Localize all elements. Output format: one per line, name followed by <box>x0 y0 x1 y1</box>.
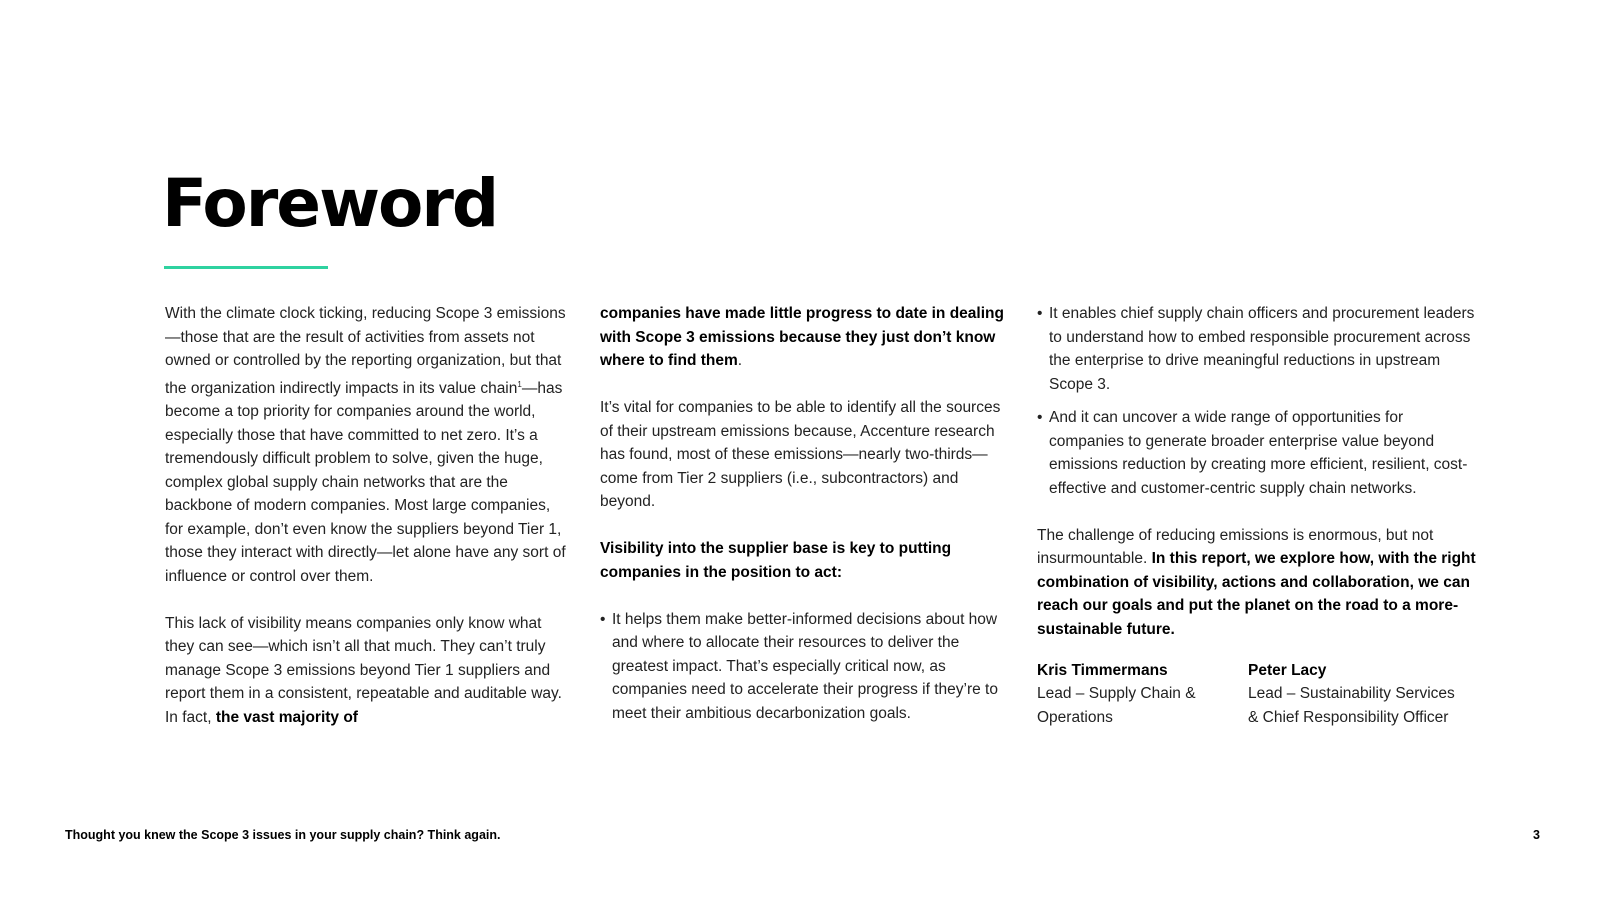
signatures <box>1037 659 1482 730</box>
column-3 <box>1037 302 1482 729</box>
bold-text: the vast majority of <box>215 708 358 726</box>
paragraph-heading <box>600 537 1010 584</box>
signature-name: Kris Timmermans <box>1037 661 1168 679</box>
paragraph-text: —has become a top priority for companies around the world, especially those that have committed to net zero. It’s a tremendously difficult problem to solve, given the huge, complex global supply chain networks that are the backbone of modern companies. Most large companies, for example, don’t even know the suppliers beyond Tier 1, those they interact with directly—let alone have any sort of influence or control over them. <box>165 379 566 585</box>
bullet-icon: • <box>600 610 606 628</box>
title-accent-rule <box>164 266 328 269</box>
signature <box>1037 659 1248 730</box>
paragraph-text: This lack of visibility means companies only know what they can see—which isn’t all that much. They can’t truly manage Scope 3 emissions beyond Tier 1 suppliers and report them in a consistent, repeatable and auditable way. In fact, <box>165 614 562 726</box>
bullet-text: It enables chief supply chain officers and procurement leaders to understand how to embed responsible procurement across the enterprise to drive meaningful reductions in upstream Scope 3. <box>1049 305 1475 393</box>
bullet-text: It helps them make better-informed decisions about how and where to allocate their resources to deliver the greatest impact. That’s especially critical now, as companies need to accelerate their progress if they’re to meet their ambitious decarbonization goals. <box>612 610 998 722</box>
bold-text: In this report, we explore how, with the right combination of visibility, actions and collaboration, we can reach our goals and put the planet on the road to a more-sustainable future. <box>1037 550 1476 638</box>
paragraph <box>600 302 1010 373</box>
bold-text: companies have made little progress to date in dealing with Scope 3 emissions because they just don’t know where to find them <box>600 305 1004 369</box>
footnote-reference[interactable]: 1 <box>517 379 522 389</box>
paragraph: It’s vital for companies to be able to identify all the sources of their upstream emissions because, Accenture research has found, most of these emissions—nearly two-thirds—come from Tier 2 suppliers (i.e., subcontractors) and beyond. <box>600 399 1001 510</box>
signature-name: Peter Lacy <box>1248 661 1327 679</box>
signature-role: Lead – Supply Chain & Operations <box>1037 685 1196 726</box>
page-number: 3 <box>1533 828 1540 842</box>
column-1 <box>165 302 570 753</box>
column-2 <box>600 302 1010 735</box>
paragraph <box>165 612 570 730</box>
bullet-text: And it can uncover a wide range of opportunities for companies to generate broader enterprise value beyond emissions reduction by creating more efficient, resilient, cost-effective and customer-centric supply chain networks. <box>1049 409 1468 497</box>
paragraph <box>165 302 570 588</box>
footer-title: Thought you knew the Scope 3 issues in your supply chain? Think again. <box>65 828 501 842</box>
signature-role: Lead – Sustainability Services & Chief Responsibility Officer <box>1248 685 1455 726</box>
paragraph-text: . <box>737 352 743 369</box>
paragraph-text: With the climate clock ticking, reducing Scope 3 emissions—those that are the result of activities from assets not owned or controlled by the reporting organization, but that the organization indirectly impacts in its value chain <box>165 305 566 397</box>
bullet-item <box>1037 406 1482 500</box>
page-title: Foreword <box>162 165 498 242</box>
bullet-icon: • <box>1037 305 1043 322</box>
bold-text: Visibility into the supplier base is key to putting companies in the position to act: <box>600 540 952 581</box>
paragraph <box>1037 524 1482 642</box>
bullet-item <box>1037 302 1482 396</box>
paragraph-text: The challenge of reducing emissions is enormous, but not insurmountable. <box>1037 526 1434 567</box>
bullet-icon: • <box>1037 409 1043 426</box>
signature <box>1248 659 1459 730</box>
bullet-item <box>600 608 1010 726</box>
